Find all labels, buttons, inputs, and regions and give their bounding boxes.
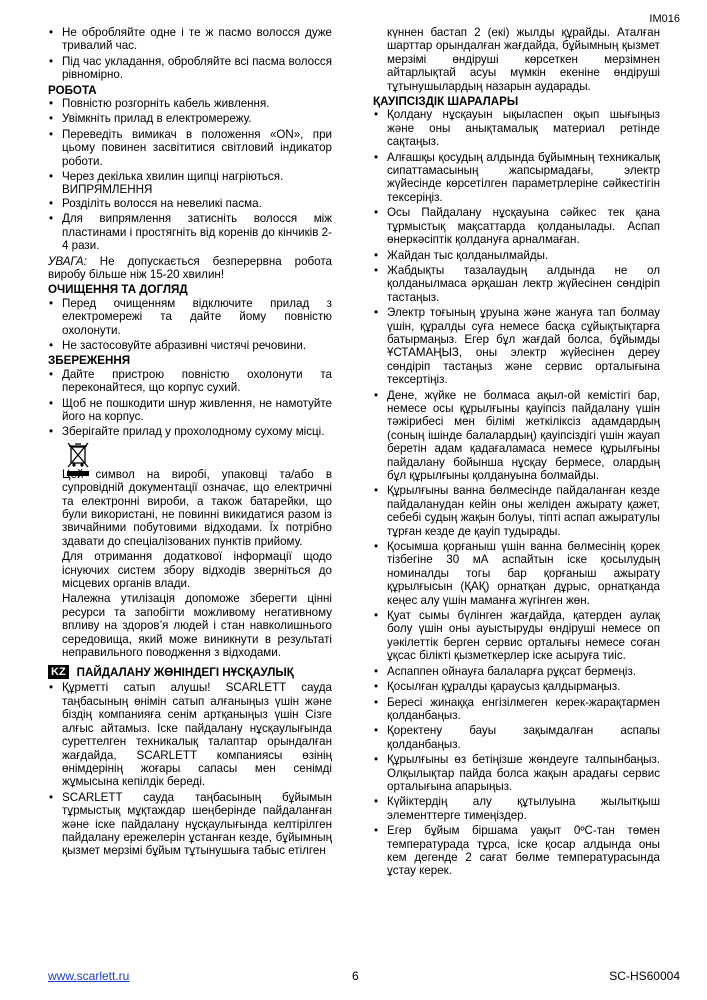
bullet-icon: • [374,724,379,738]
list-item-text: Қолдану нұсқауын ықыласпен оқып шығыңыз және оны анықтамалық материал ретінде сақтаңыз. [387,108,660,149]
bullet-icon: • [49,170,54,184]
section-heading-cleaning: ОЧИЩЕННЯ ТА ДОГЛЯД [48,283,188,297]
list-item [373,389,660,483]
list-item [373,249,660,262]
bullet-icon: • [374,680,379,694]
bullet-icon: • [49,196,54,210]
bullet-icon: • [49,790,54,804]
bullet-icon: • [49,367,54,381]
list-item [48,339,332,352]
list-item [373,680,660,693]
list-item-text: Жабдықты тазалаудың алдында не ол қолданылмаса әрқашан лектр жүйесінен сөндіріп тастаңыз. [387,263,660,304]
language-badge: KZ [48,665,69,679]
bullet-icon: • [374,664,379,678]
list-item-text: Жайдан тыс қолданылмайды. [387,248,549,262]
right-column [373,26,660,880]
page-footer [48,970,680,984]
list-item [48,791,332,858]
section-heading-storage: ЗБЕРЕЖЕННЯ [48,354,131,368]
list-item-text: Розділіть волосся на невеликі пасма. [62,196,262,210]
list-item-text: Переведіть вимикач в положення «ON», при цьому повинен засвітитися світловий індикатор роботи. [62,127,332,168]
list-item-text: Дайте пристрою повністю охолонути та переконайтеся, що корпус сухий. [62,367,332,395]
bullet-icon: • [49,296,54,310]
website-link[interactable]: www.scarlett.ru [48,969,130,983]
list-item [373,824,660,878]
bullet-icon: • [374,206,379,220]
warning-note [48,255,332,282]
list-item [48,97,332,110]
list-item-text: Зберігайте прилад у прохолодному сухому місці. [62,425,325,439]
recycling-text: Цей символ на виробі, упаковці та/або в супровідній документації означає, що електричні та електронні вироби, а також батарейки, що були використані, не повинні викидатися разом із звичайними побутовими відходами. Їх потрібно здавати до спеціалізованих пунктів прийому. [62,467,332,548]
bullet-icon: • [374,108,379,122]
section-heading-vypryamlennya: ВИПРЯМЛЕННЯ [62,183,153,197]
bullet-icon: • [49,396,54,410]
list-item-text: SCARLETT сауда таңбасының бұйымын тұрмыстық мұқтаждар шеңберінде пайдаланған және іске пайдалану нұсқаулығында келтірілген пайдалану ережелерін ұстанған кезде, бұйымның қызмет мерзімі бұйым тұтынушыға табыс етілген [62,790,332,858]
list-item [48,212,332,252]
list-item [373,306,660,386]
bullet-icon: • [49,425,54,439]
list-item-text: Через декілька хвилин щипці нагріються. [62,170,284,184]
bullet-icon: • [374,150,379,164]
list-item [48,681,332,788]
warranty-continuation: күннен бастап 2 (екі) жылды құрайды. Аталған шарттар орындалған жағдайда, бұйымның қызмет мерзімі өндіруші көрсеткен мерзімнен айтарлықтай асуы мүмкін екеніне өндіруші тұтынушылардың назарын аударады. [387,26,660,93]
list-item [48,170,332,183]
list-item [48,297,332,337]
bullet-icon: • [374,753,379,767]
bullet-icon: • [374,263,379,277]
bullet-icon: • [49,681,54,695]
bullet-icon: • [374,540,379,554]
bullet-icon: • [49,112,54,126]
list-item-text: Увімкніть прилад в електромережу. [62,112,252,126]
list-item-text: Қоректену бауы зақымдалған аспапы қолданбаңыз. [387,724,660,751]
list-item [373,609,660,663]
list-item-text: Қосылған құралды қараусыз қалдырмаңыз. [387,680,621,694]
bullet-icon: • [374,609,379,623]
bullet-icon: • [374,388,379,402]
bullet-icon: • [49,97,54,111]
bullet-icon: • [374,306,379,320]
list-item [373,696,660,723]
list-item-text: Егер бұйым біршама уақыт 0ºC-тан төмен температурада тұрса, іске қосар алдында оны кем дегенде 2 сағат бөлме температурасында ұстау керек. [387,824,660,878]
bullet-icon: • [49,127,54,141]
page-number: 6 [352,969,359,983]
list-item [48,112,332,125]
list-item [48,397,332,424]
list-item [48,128,332,168]
list-item-text: Алғашқы қосудың алдында бұйымның техникалық сипаттамасының жапсырмадағы, электр жүйесінде көрсетілген параметрлеріне сәйкестігін тексеріңіз. [387,150,660,204]
list-item-text: Не застосовуйте абразивні чистячі речовини. [62,338,307,352]
section-heading-robota: РОБОТА [48,83,97,97]
bullet-icon: • [49,26,54,39]
bullet-icon: • [374,795,379,809]
list-item-text: Құрметті сатып алушы! SCARLETT сауда таңбасының өнімін сатып алғаныңыз үшін және біздің компанияға сенім артқаныңыз үшін Сізге алғыс айтамыз. Іске пайдалану нұсқаулығында суреттелген техникалық талаптар орындалған жағдайда, SCARLETT компаниясы өзінің өнімдерінің жоғары сапасы мен сенімді жұмысына кепілдік береді. [62,681,332,789]
list-item-text: Дене, жүйке не болмаса ақыл-ой кемістігі бар, немесе осы құрылғыны қауіпсіз пайдалану үшін тәжірибесі мен білімі жеткіліксіз адамдардың (соның ішінде балалардың) қауіпсіздігі үшін жауап беретін адам қадағаламаса немесе құрылғыны пайдалану бойынша нұсқау бермесе, олардың бұл құрылғыны қолдануына болмайды. [387,388,660,482]
list-item-text: Перед очищенням відключите прилад з електромережі та дайте йому повністю охолонути. [62,296,332,337]
bullet-icon: • [49,54,54,68]
list-item [373,484,660,538]
bullet-icon: • [374,484,379,498]
kz-section-title: ПАЙДАЛАНУ ЖӨНІНДЕГІ НҰСҚАУЛЫҚ [76,665,294,679]
list-item-text: Құрылғыны өз бетіңізше жөндеуге талпынбаңыз. Олқылықтар пайда болса жақын арадағы сервис орталығына апарыңыз. [387,753,660,793]
kz-section-heading [48,665,332,679]
list-item-text: Күйіктердің алу құтылуына жылытқыш элементтерге тимеңіздер. [387,795,660,822]
list-item [373,108,660,148]
recycling-notice [48,441,332,660]
model-code: IM016 [649,13,680,25]
list-item [48,26,332,53]
warning-text: Не допускається безперервна робота виробу більше ніж 15-20 хвилин! [48,254,332,281]
list-item-text: Электр тоғының ұруына және жануға тап болмау үшін, құралды суға немесе басқа сұйықтықтарға батырмаңыз. Егер бұл жағдай болса, бұйымды ҰСТАМАҢЫЗ, оны электр жүйесінен дереу сөндіріп тастаңыз және сервис орталығына тексертіңіз. [387,306,660,387]
list-item-text: Не обробляйте одне і те ж пасмо волосся дуже тривалий час. [62,26,332,53]
list-item [373,665,660,678]
list-item-text: Аспаппен ойнауға балаларға рұқсат бермеңіз. [387,664,636,678]
warning-label: УВАГА: [48,254,87,268]
bullet-icon: • [49,212,54,226]
list-item [373,206,660,246]
section-heading-safety: ҚАУІПСІЗДІК ШАРАЛАРЫ [373,95,519,109]
list-item-text: Қуат сымы бүлінген жағдайда, қатерден аулақ болу үшін оны ауыстыруды өндіруші немесе оп уәкілеттік берген сервис орталығы немесе соған ұқсас білікті қызметкерлер іске асыруға тиіс. [387,609,660,663]
list-item [373,540,660,607]
list-item [373,264,660,304]
bullet-icon: • [49,338,54,352]
list-item-text: Құрылғыны ванна бөлмесінде пайдаланған кезде пайдаланудан кейін оны желіден ажырату қажет, себебі судың жақын болуы, тіпті аспап ажыратулы тұрған кезде де қауіп тудырады. [387,484,660,538]
recycling-info: Для отримання додаткової інформації щодо існуючих систем збору відходів зверніться до місцевих органів влади. [62,550,332,591]
bullet-icon: • [374,248,379,262]
product-code: SC-HS60004 [609,969,680,983]
list-item-text: Щоб не пошкодити шнур живлення, не намотуйте його на корпус. [62,396,332,423]
list-item [373,724,660,751]
left-column [48,26,332,860]
list-item-text: Бересі жинаққа енгізілмеген керек-жарақтармен қолданбаңыз. [387,695,660,722]
list-item [48,55,332,82]
list-item [48,368,332,395]
list-item [373,753,660,793]
list-item [373,795,660,822]
bullet-icon: • [374,695,379,709]
list-item [48,425,332,438]
list-item-text: Осы Пайдалану нұсқауына сәйкес тек қана тұрмыстық мақсаттарда қолданылады. Аспап өнеркәсіптік қолдануға арналмаған. [387,206,660,247]
list-item [48,197,332,210]
list-item-text: Під час укладання, обробляйте всі пасма волосся рівномірно. [62,54,332,82]
list-item-text: Для випрямлення затисніть волосся між пластинами і простягніть від коренів до кінчиків 2-4 рази. [62,212,332,253]
list-item-text: Повністю розгорніть кабель живлення. [62,97,270,111]
list-item-text: Қосымша қорғаныш үшін ванна бөлмесінің қорек тізбегіне 30 мА аспайтын іске қосылудың номиналды тогы бар қорғаныш ажырату құрылғысын (ҚАҚ) орнатқан дұрыс, орнатқанда кеңес алу үшін маманға жүгінген жөн. [387,540,660,607]
recycling-benefit: Належна утилізація допоможе зберегти цінні ресурси та запобігти можливому негативному впливу на здоров’я людей і стан навколишнього середовища, який може виникнути в результаті неправильного поводження з відходами. [62,592,332,660]
list-item [373,151,660,205]
bullet-icon: • [374,824,379,838]
